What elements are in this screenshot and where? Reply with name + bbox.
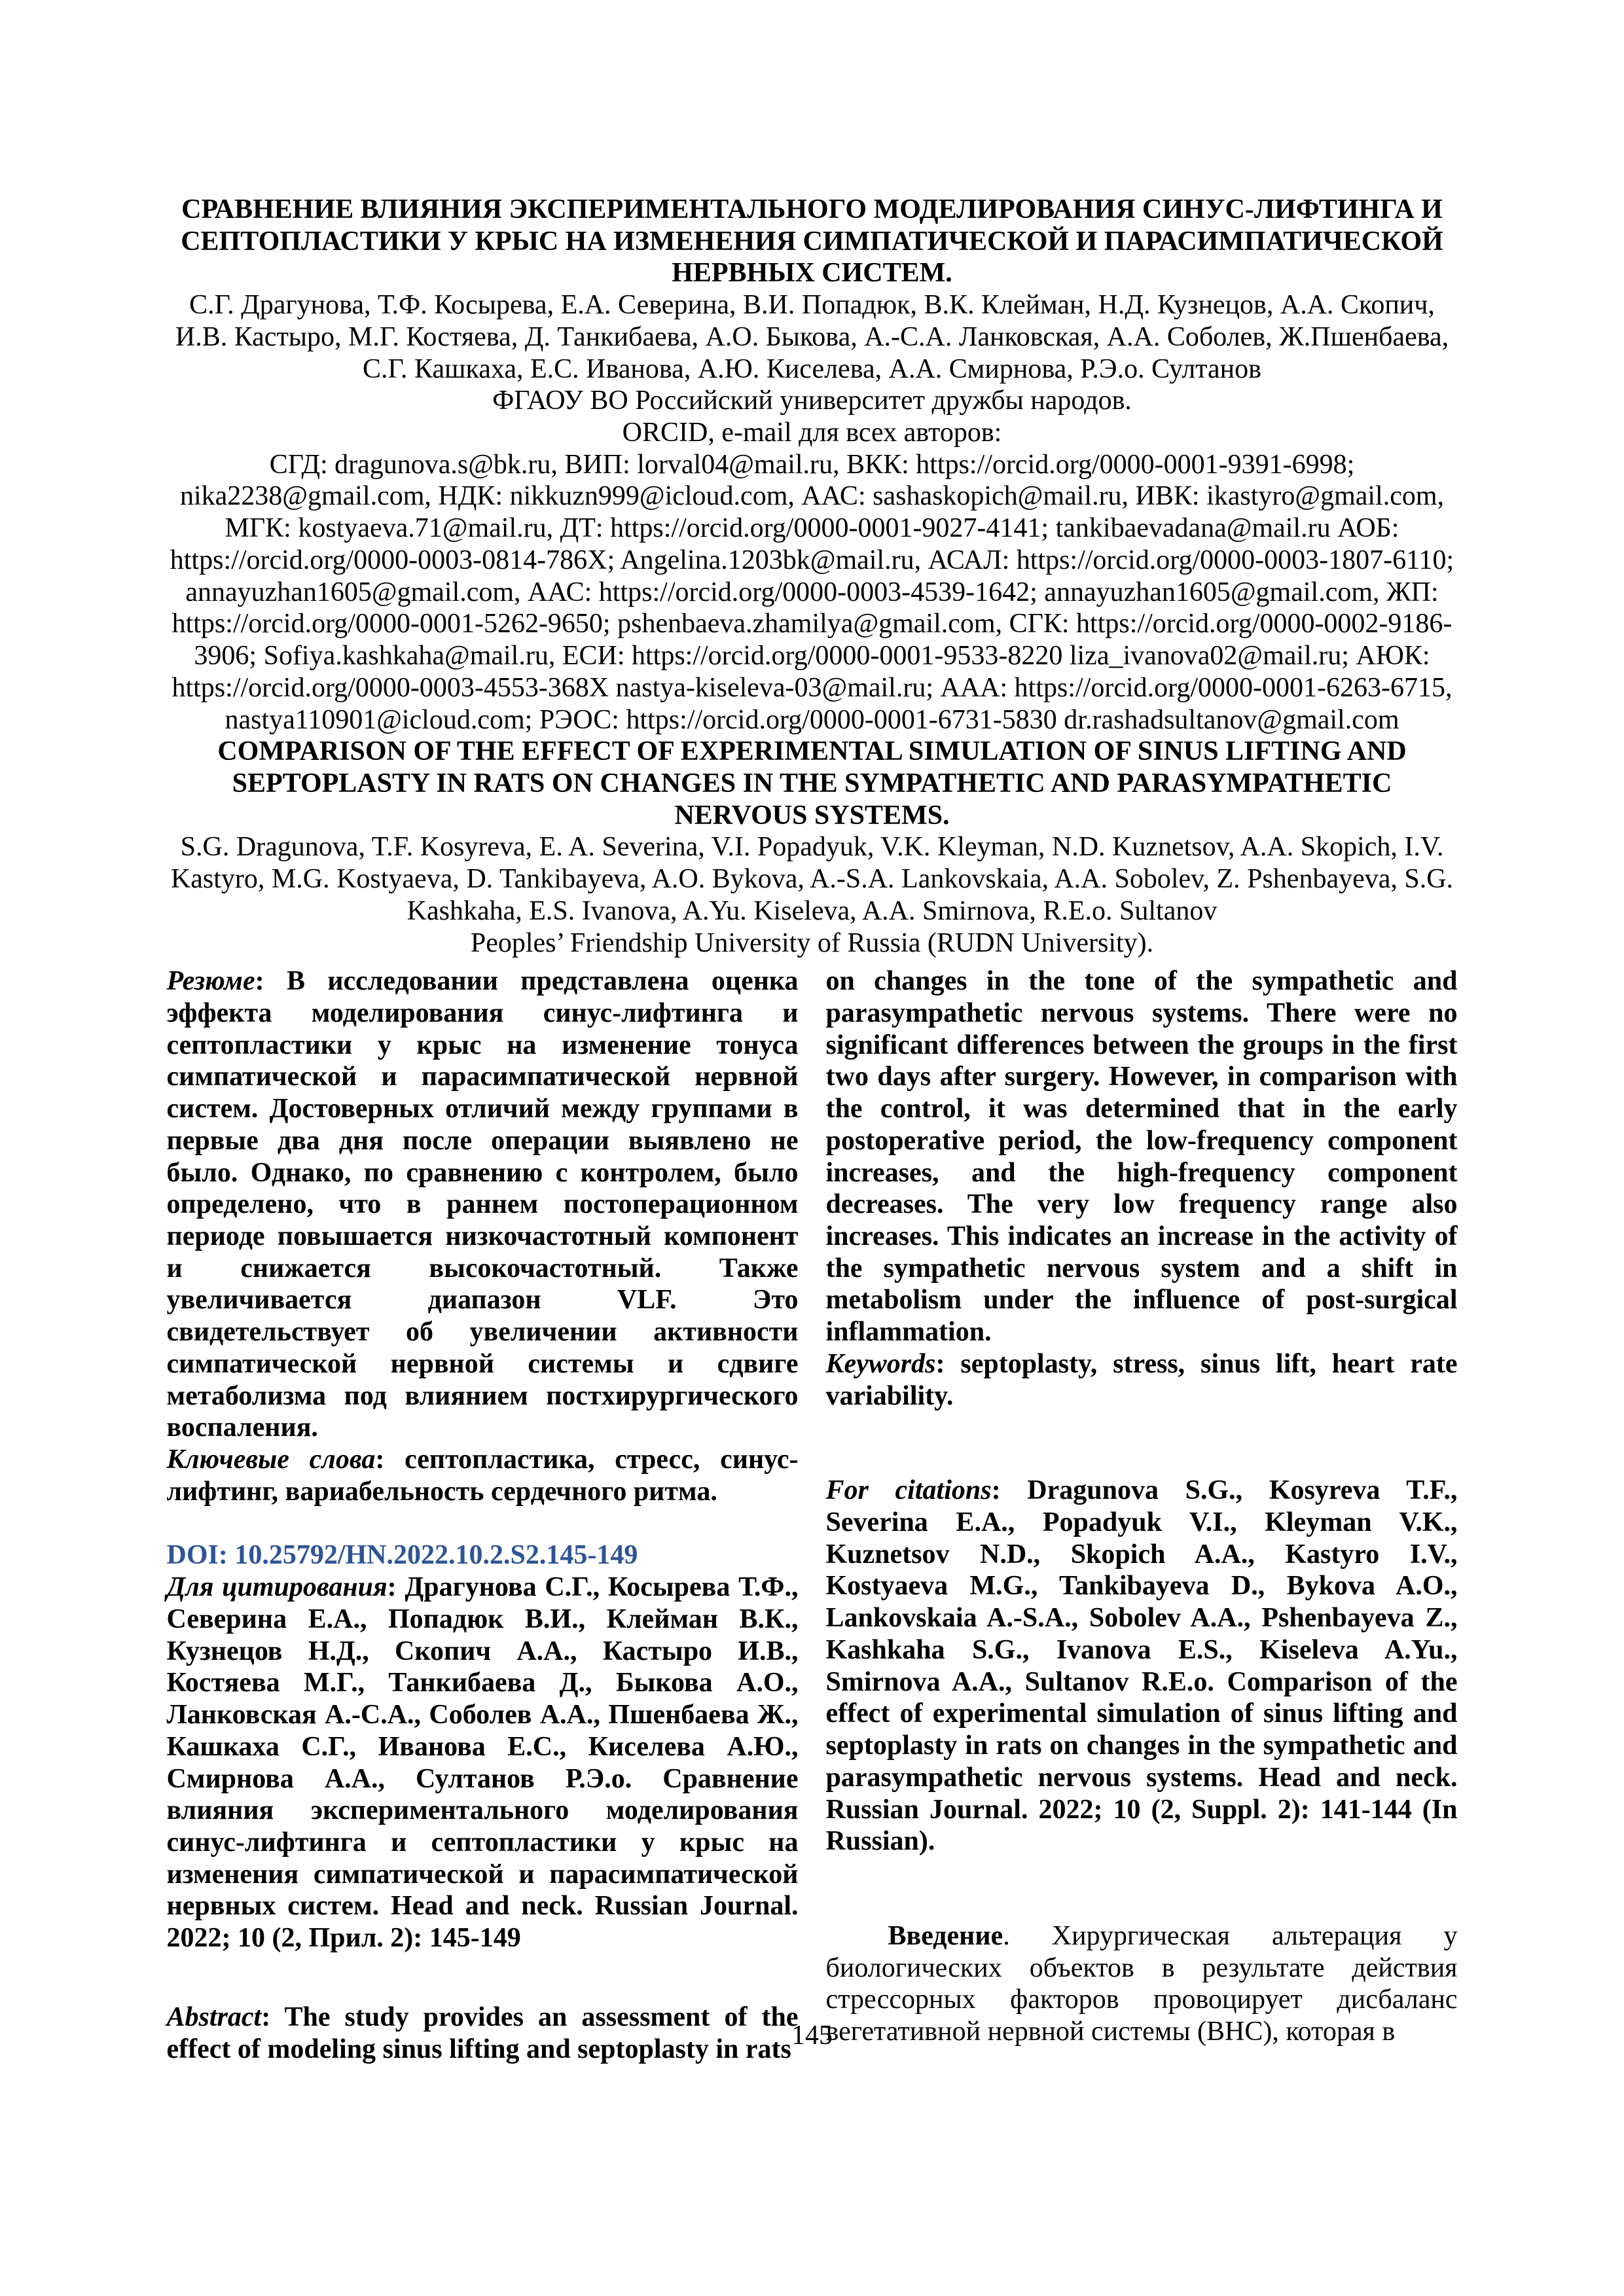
- authors-ru-line-3: С.Г. Кашкаха, Е.С. Иванова, А.Ю. Киселева, А.А. Смирнова, Р.Э.о. Султанов: [363, 353, 1261, 384]
- resume-text: : В исследовании представлена оценка эффекта моделирования синус-лифтинга и септопластики у крыс на изменение тонуса симпатической и парасимпатической нервной систем. Достоверных отличий между группами в первые два дня после операции выявлено не было. Однако, по сравнению с контролем, было определено, что в раннем постоперационном периоде повышается низкочастотный компонент и снижается высокочастотный. Также увеличивается диапазон VLF. Это свидетельствует об увеличении активности симпатической нервной системы и сдвиге метаболизма под влиянием постхирургического воспаления.: [166, 966, 799, 1443]
- orcid-line-7: 3906; Sofiya.kashkaha@mail.ru, ЕСИ: https://orcid.org/0000-0001-9533-8220 liza_ivanova02@mail.ru; АЮК:: [194, 641, 1430, 672]
- orcid-heading: ORCID, e-mail для всех авторов:: [622, 418, 1002, 448]
- keywords-ru-text: : септопластика, стресс, синус-лифтинг, вариабельность сердечного ритма.: [166, 1444, 799, 1507]
- citation-en-label: For citations: [825, 1475, 992, 1506]
- orcid-line-3: МГК: kostyaeva.71@mail.ru, ДТ: https://orcid.org/0000-0001-9027-4141; tankibaevadana@mail.ru АОБ:: [225, 513, 1399, 544]
- abstract-text: : The study provides an assessment of the effect of modeling sinus lifting and septoplasty in rats: [166, 2001, 799, 2064]
- page-number: 145: [791, 2020, 833, 2051]
- title-en-line-1: COMPARISON OF THE EFFECT OF EXPERIMENTAL SIMULATION OF SINUS LIFTING AND: [217, 736, 1407, 767]
- orcid-line-2: nika2238@gmail.com, НДК: nikkuzn999@icloud.com, ААС: sashaskopich@mail.ru, ИВК: ikastyro@gmail.com,: [179, 481, 1445, 512]
- left-column: [167, 965, 799, 2065]
- orcid-line-6: https://orcid.org/0000-0001-5262-9650; pshenbaeva.zhamilya@gmail.com, СГК: https://orcid.org/0000-0002-9186-: [171, 609, 1453, 639]
- doi-line: DOI: 10.25792/HN.2022.10.2.S2.145-149: [166, 1540, 638, 1571]
- article-title-en: [82, 736, 1542, 831]
- orcid-line-8: https://orcid.org/0000-0003-4553-368X nastya-kiseleva-03@mail.ru; ААА: https://orcid.org/0000-0001-6263-6715,: [171, 672, 1453, 703]
- authors-en: [82, 831, 1542, 927]
- introduction-label: Введение: [888, 1920, 1003, 1951]
- authors-ru-line-1: С.Г. Драгунова, Т.Ф. Косырева, Е.А. Северина, В.И. Попадюк, В.К. Клейман, Н.Д. Кузнецов, А.А. Скопич,: [189, 290, 1435, 321]
- article-title-ru: [82, 194, 1542, 289]
- keywords-en-label: Keywords: [825, 1348, 936, 1379]
- affiliation-ru: ФГАОУ ВО Российский университет дружбы народов.: [492, 386, 1132, 416]
- keywords-ru-label: Ключевые слова: [166, 1444, 376, 1475]
- citation-en-paragraph: [826, 1475, 1458, 1857]
- citation-ru-paragraph: [167, 1571, 799, 1954]
- citation-ru-label: Для цитирования: [166, 1572, 388, 1603]
- authors-en-line-1: S.G. Dragunova, T.F. Kosyreva, E. A. Severina, V.I. Popadyuk, V.K. Kleyman, N.D. Kuznetsov, A.A. Skopich, I.V.: [180, 832, 1444, 863]
- keywords-en-text: : septoplasty, stress, sinus lift, heart rate variability.: [825, 1348, 1458, 1411]
- resume-label: Резюме: [166, 966, 255, 997]
- title-en-line-3: NERVOUS SYSTEMS.: [674, 800, 950, 831]
- two-column-body: [167, 965, 1458, 2065]
- citation-ru-text: : Драгунова С.Г., Косырева Т.Ф., Северина Е.А., Попадюк В.И., Клейман В.К., Кузнецов Н.Д., Скопич А.А., Кастыро И.В., Костяева М.Г., Танкибаева Д., Быкова А.О., Ланковская А.-С.А., Соболев А.А., Пшенбаева Ж., Кашкаха С.Г., Иванова Е.С., Киселева А.Ю., Смирнова А.А., Султанов Р.Э.о. Сравнение влияния экспериментального моделирования синус-лифтинга и септопластики у крыс на изменения симпатической и парасимпатической нервных систем. Head and neck. Russian Journal. 2022; 10 (2, Прил. 2): 145-149: [166, 1572, 799, 1954]
- orcid-line-5: annayuzhan1605@gmail.com, ААС: https://orcid.org/0000-0003-4539-1642; annayuzhan1605@gmail.com, ЖП:: [185, 577, 1439, 607]
- abstract-continuation-paragraph: on changes in the tone of the sympathetic and parasympathetic nervous systems. There were no significant differences between the groups in the first two days after surgery. However, in comparison with the control, it was determined that in the early postoperative period, the low-frequency component increases, and the high-frequency component decreases. The very low frequency range also increases. This indicates an increase in the activity of the sympathetic nervous system and a shift in metabolism under the influence of post-surgical inflammation.: [825, 966, 1458, 1348]
- introduction-text: . Хирургическая альтерация у биологических объектов в результате действия стрессорных факторов провоцирует дисбаланс вегетативной нервной системы (ВНС), которая в: [825, 1920, 1458, 2047]
- orcid-line-9: nastya110901@icloud.com; РЭОС: https://orcid.org/0000-0001-6731-5830 dr.rashadsultanov@gmail.com: [225, 704, 1399, 735]
- title-ru-line-3: НЕРВНЫХ СИСТЕМ.: [672, 258, 952, 289]
- authors-en-line-2: Kastyro, M.G. Kostyaeva, D. Tankibayeva, A.O. Bykova, A.-S.A. Lankovskaia, A.A. Sobolev, Z. Pshenbayeva, S.G.: [170, 864, 1454, 895]
- authors-ru: [82, 289, 1542, 385]
- affiliation-en: Peoples’ Friendship University of Russia (RUDN University).: [470, 927, 1154, 958]
- orcid-email-block: [82, 449, 1542, 736]
- abstract-label: Abstract: [166, 2001, 262, 2032]
- title-ru-line-1: СРАВНЕНИЕ ВЛИЯНИЯ ЭКСПЕРИМЕНТАЛЬНОГО МОДЕЛИРОВАНИЯ СИНУС-ЛИФТИНГА И: [181, 194, 1443, 224]
- title-ru-line-2: СЕПТОПЛАСТИКИ У КРЫС НА ИЗМЕНЕНИЯ СИМПАТИЧЕСКОЙ И ПАРАСИМПАТИЧЕСКОЙ: [181, 226, 1443, 257]
- keywords-en-paragraph: [826, 1348, 1458, 1412]
- authors-ru-line-2: И.В. Кастыро, М.Г. Костяева, Д. Танкибаева, А.О. Быкова, А.-С.А. Ланковская, А.А. Соболев, Ж.Пшенбаева,: [175, 321, 1449, 352]
- right-column: [826, 965, 1458, 2065]
- orcid-line-4: https://orcid.org/0000-0003-0814-786X; Angelina.1203bk@mail.ru, АСАЛ: https://orcid.org/0000-0003-1807-6110;: [170, 545, 1454, 575]
- front-matter: [82, 0, 1542, 959]
- citation-en-text: : Dragunova S.G., Kosyreva T.F., Severina E.A., Popadyuk V.I., Kleyman V.K., Kuznetsov N.D., Skopich A.A., Kastyro I.V., Kostyaeva M.G., Tankibayeva D., Bykova A.O., Lankovskaia A.-S.A., Sobolev A.A., Pshenbayeva Z., Kashkaha S.G., Ivanova E.S., Kiseleva A.Yu., Smirnova A.A., Sultanov R.E.o. Comparison of the effect of experimental simulation of sinus lifting and septoplasty in rats on changes in the sympathetic and parasympathetic nervous systems. Head and neck. Russian Journal. 2022; 10 (2, Suppl. 2): 141-144 (In Russian).: [825, 1475, 1458, 1857]
- resume-paragraph: [167, 965, 799, 1444]
- orcid-line-1: СГД: dragunova.s@bk.ru, ВИП: lorval04@mail.ru, ВКК: https://orcid.org/0000-0001-9391-6998;: [269, 449, 1355, 480]
- authors-en-line-3: Kashkaha, E.S. Ivanova, A.Yu. Kiseleva, A.A. Smirnova, R.E.o. Sultanov: [406, 895, 1218, 926]
- title-en-line-2: SEPTOPLASTY IN RATS ON CHANGES IN THE SYMPATHETIC AND PARASYMPATHETIC: [232, 768, 1392, 798]
- keywords-ru-paragraph: [167, 1444, 799, 1507]
